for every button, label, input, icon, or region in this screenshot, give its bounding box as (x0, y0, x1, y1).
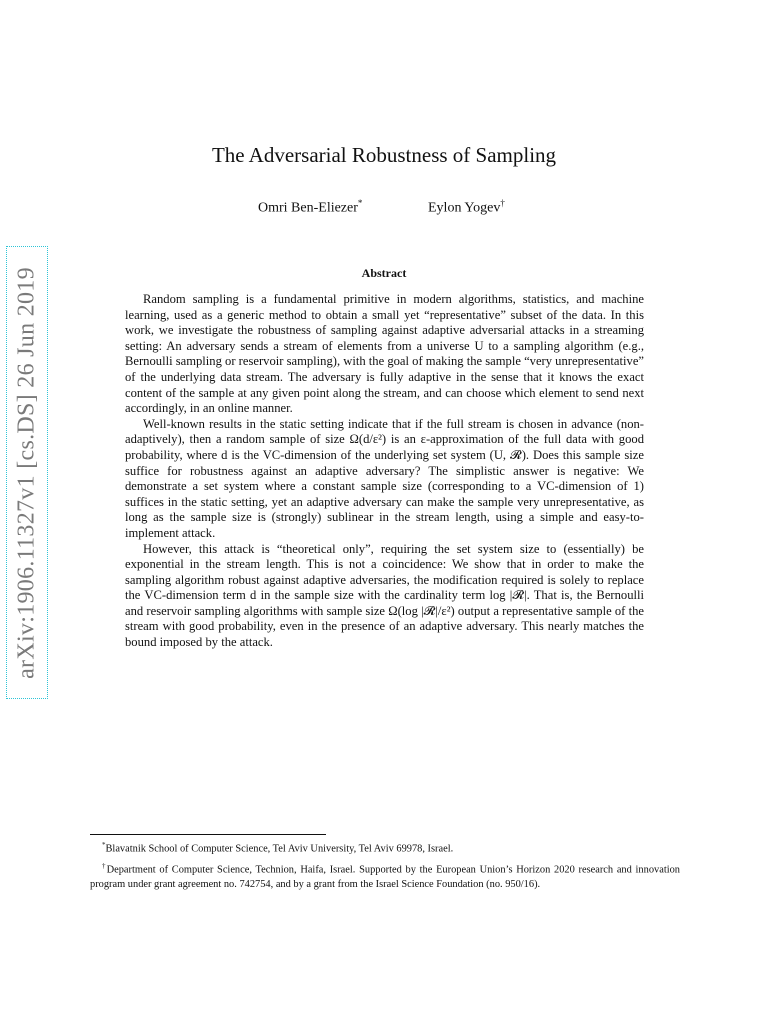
arxiv-id-text: arXiv:1906.11327v1 [cs.DS] 26 Jun 2019 (13, 266, 40, 679)
abstract-heading: Abstract (361, 266, 407, 280)
abstract-paragraph-2: Well-known results in the static setting indicate that if the full stream is chosen in advance (non-adaptively), then a random sample of size Ω(d/ε²) is an ε-approximation of the full data with good probability, where d is the VC-dimension of the underlying set system (U, 𝓡). Does this sample size suffice for robustness against an adaptive adversary? The simplistic answer is negative: We demonstrate a set system where a constant sample size (corresponding to a VC-dimension of 1) suffices in the static setting, yet an adaptive adversary can make the sample very unrepresentative, as long as the sample size is (strongly) sublinear in the stream length, using a simple and easy-to-implement attack. (125, 416, 644, 540)
footnote-2-mark: † (102, 862, 107, 871)
abstract-body (125, 292, 644, 651)
author-1-name: Omri Ben-Eliezer (258, 200, 358, 216)
author-1 (258, 198, 362, 217)
footnote-2 (90, 859, 680, 891)
footnote-rule (90, 834, 326, 835)
abstract-paragraph-3: However, this attack is “theoretical only”, requiring the set system size to (essentially) be exponential in the stream length. This is not a coincidence: We show that in order to make the sampling algorithm robust against adaptive adversaries, the modification required is solely to replace the VC-dimension term d in the sample size with the cardinality term log |𝓡|. That is, the Bernoulli and reservoir sampling algorithms with sample size Ω(log |𝓡|/ε²) output a representative sample of the stream with good probability, even in the presence of an adaptive adversary. This nearly matches the bound imposed by the attack. (125, 541, 644, 650)
author-2-mark: † (500, 198, 505, 208)
footnote-1 (90, 838, 680, 856)
arxiv-identifier-stamp (6, 246, 48, 699)
footnotes (90, 838, 680, 895)
footnote-1-mark: * (102, 841, 106, 849)
footnote-2-text: Department of Computer Science, Technion, Haifa, Israel. Supported by the European Union’s Horizon 2020 research and innovation program under grant agreement no. 742754, and by a grant from the Israel Science Foundation (no. 950/16). (90, 864, 680, 890)
footnote-1-text: Blavatnik School of Computer Science, Tel Aviv University, Tel Aviv 69978, Israel. (105, 843, 454, 855)
paper-title: The Adversarial Robustness of Sampling (211, 143, 557, 167)
author-2 (428, 198, 505, 217)
author-2-name: Eylon Yogev (428, 200, 501, 216)
abstract-paragraph-1: Random sampling is a fundamental primitive in modern algorithms, statistics, and machine learning, used as a generic method to obtain a small yet “representative” subset of the data. In this work, we investigate the robustness of sampling against adaptive adversarial attacks in a streaming setting: An adversary sends a stream of elements from a universe U to a sampling algorithm (e.g., Bernoulli sampling or reservoir sampling), with the goal of making the sample “very unrepresentative” of the underlying data stream. The adversary is fully adaptive in the sense that it knows the exact content of the sample at any given point along the stream, and can choose which element to send next accordingly, in an online manner. (125, 292, 644, 416)
author-1-mark: * (357, 198, 363, 208)
